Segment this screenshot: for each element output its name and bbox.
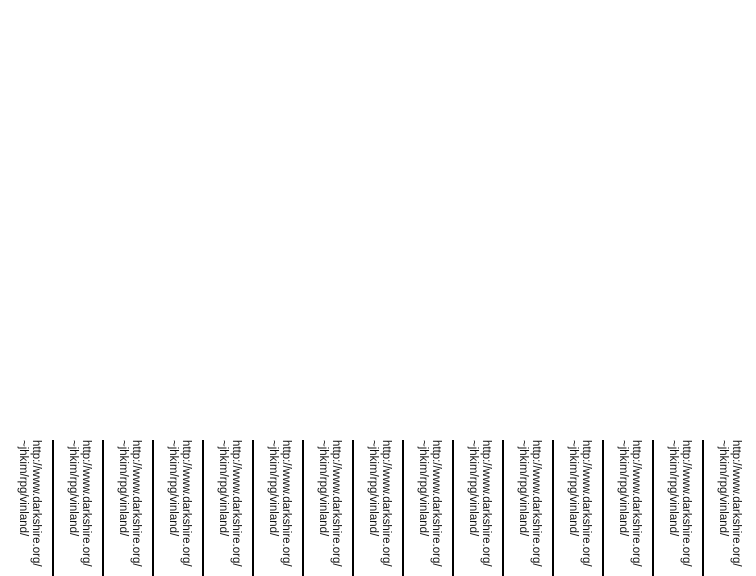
tab-url-line1: http://www.darkshire.org/: [580, 440, 592, 567]
tab-url-text: [8, 440, 42, 576]
tab-url-line1: http://www.darkshire.org/: [280, 440, 292, 567]
tear-off-tab: [600, 440, 650, 576]
tab-url-line2: ~jhkim/rpg/vinland/: [17, 440, 29, 537]
tab-url-line2: ~jhkim/rpg/vinland/: [67, 440, 79, 537]
tab-url-line2: ~jhkim/rpg/vinland/: [267, 440, 279, 537]
tab-url-line1: http://www.darkshire.org/: [30, 440, 42, 567]
tab-url-line2: ~jhkim/rpg/vinland/: [617, 440, 629, 537]
tab-url-text: [208, 440, 242, 576]
tab-url-line1: http://www.darkshire.org/: [380, 440, 392, 567]
tab-url-text: [658, 440, 692, 576]
tab-url-text: [258, 440, 292, 576]
tab-url-line2: ~jhkim/rpg/vinland/: [467, 440, 479, 537]
tab-url-line1: http://www.darkshire.org/: [530, 440, 542, 567]
tear-off-tab: [500, 440, 550, 576]
tab-url-line2: ~jhkim/rpg/vinland/: [167, 440, 179, 537]
tab-url-line1: http://www.darkshire.org/: [430, 440, 442, 567]
tab-url-line2: ~jhkim/rpg/vinland/: [317, 440, 329, 537]
tab-url-text: [108, 440, 142, 576]
tab-url-line2: ~jhkim/rpg/vinland/: [117, 440, 129, 537]
tab-url-line2: ~jhkim/rpg/vinland/: [717, 440, 729, 537]
tab-url-line1: http://www.darkshire.org/: [230, 440, 242, 567]
tab-url-text: [558, 440, 592, 576]
tab-url-text: [708, 440, 742, 576]
tear-off-tab: [350, 440, 400, 576]
tab-url-line2: ~jhkim/rpg/vinland/: [567, 440, 579, 537]
tab-url-line2: ~jhkim/rpg/vinland/: [667, 440, 679, 537]
tear-off-tab: [250, 440, 300, 576]
tear-off-strip: [0, 440, 756, 576]
tab-url-line1: http://www.darkshire.org/: [680, 440, 692, 567]
tab-url-line2: ~jhkim/rpg/vinland/: [517, 440, 529, 537]
tab-url-text: [358, 440, 392, 576]
tear-off-tab: [450, 440, 500, 576]
tab-url-line1: http://www.darkshire.org/: [180, 440, 192, 567]
tear-off-tab: [400, 440, 450, 576]
tear-off-tab: [700, 440, 750, 576]
tab-url-text: [158, 440, 192, 576]
tab-url-line1: http://www.darkshire.org/: [630, 440, 642, 567]
tab-url-text: [58, 440, 92, 576]
tab-url-line2: ~jhkim/rpg/vinland/: [417, 440, 429, 537]
tear-off-tab: [150, 440, 200, 576]
tab-url-line2: ~jhkim/rpg/vinland/: [367, 440, 379, 537]
tear-off-tab: [100, 440, 150, 576]
tear-off-tab: [550, 440, 600, 576]
tab-url-line1: http://www.darkshire.org/: [480, 440, 492, 567]
tear-off-tab: [0, 440, 50, 576]
tab-url-text: [308, 440, 342, 576]
tab-url-text: [408, 440, 442, 576]
tear-off-tab: [200, 440, 250, 576]
tear-off-tab: [300, 440, 350, 576]
tear-off-tab: [50, 440, 100, 576]
tab-url-line2: ~jhkim/rpg/vinland/: [217, 440, 229, 537]
tab-url-line1: http://www.darkshire.org/: [730, 440, 742, 567]
tab-url-line1: http://www.darkshire.org/: [330, 440, 342, 567]
tab-url-text: [508, 440, 542, 576]
tab-url-line1: http://www.darkshire.org/: [80, 440, 92, 567]
tab-url-text: [458, 440, 492, 576]
tab-url-text: [608, 440, 642, 576]
tear-off-tab: [650, 440, 700, 576]
tab-url-line1: http://www.darkshire.org/: [130, 440, 142, 567]
